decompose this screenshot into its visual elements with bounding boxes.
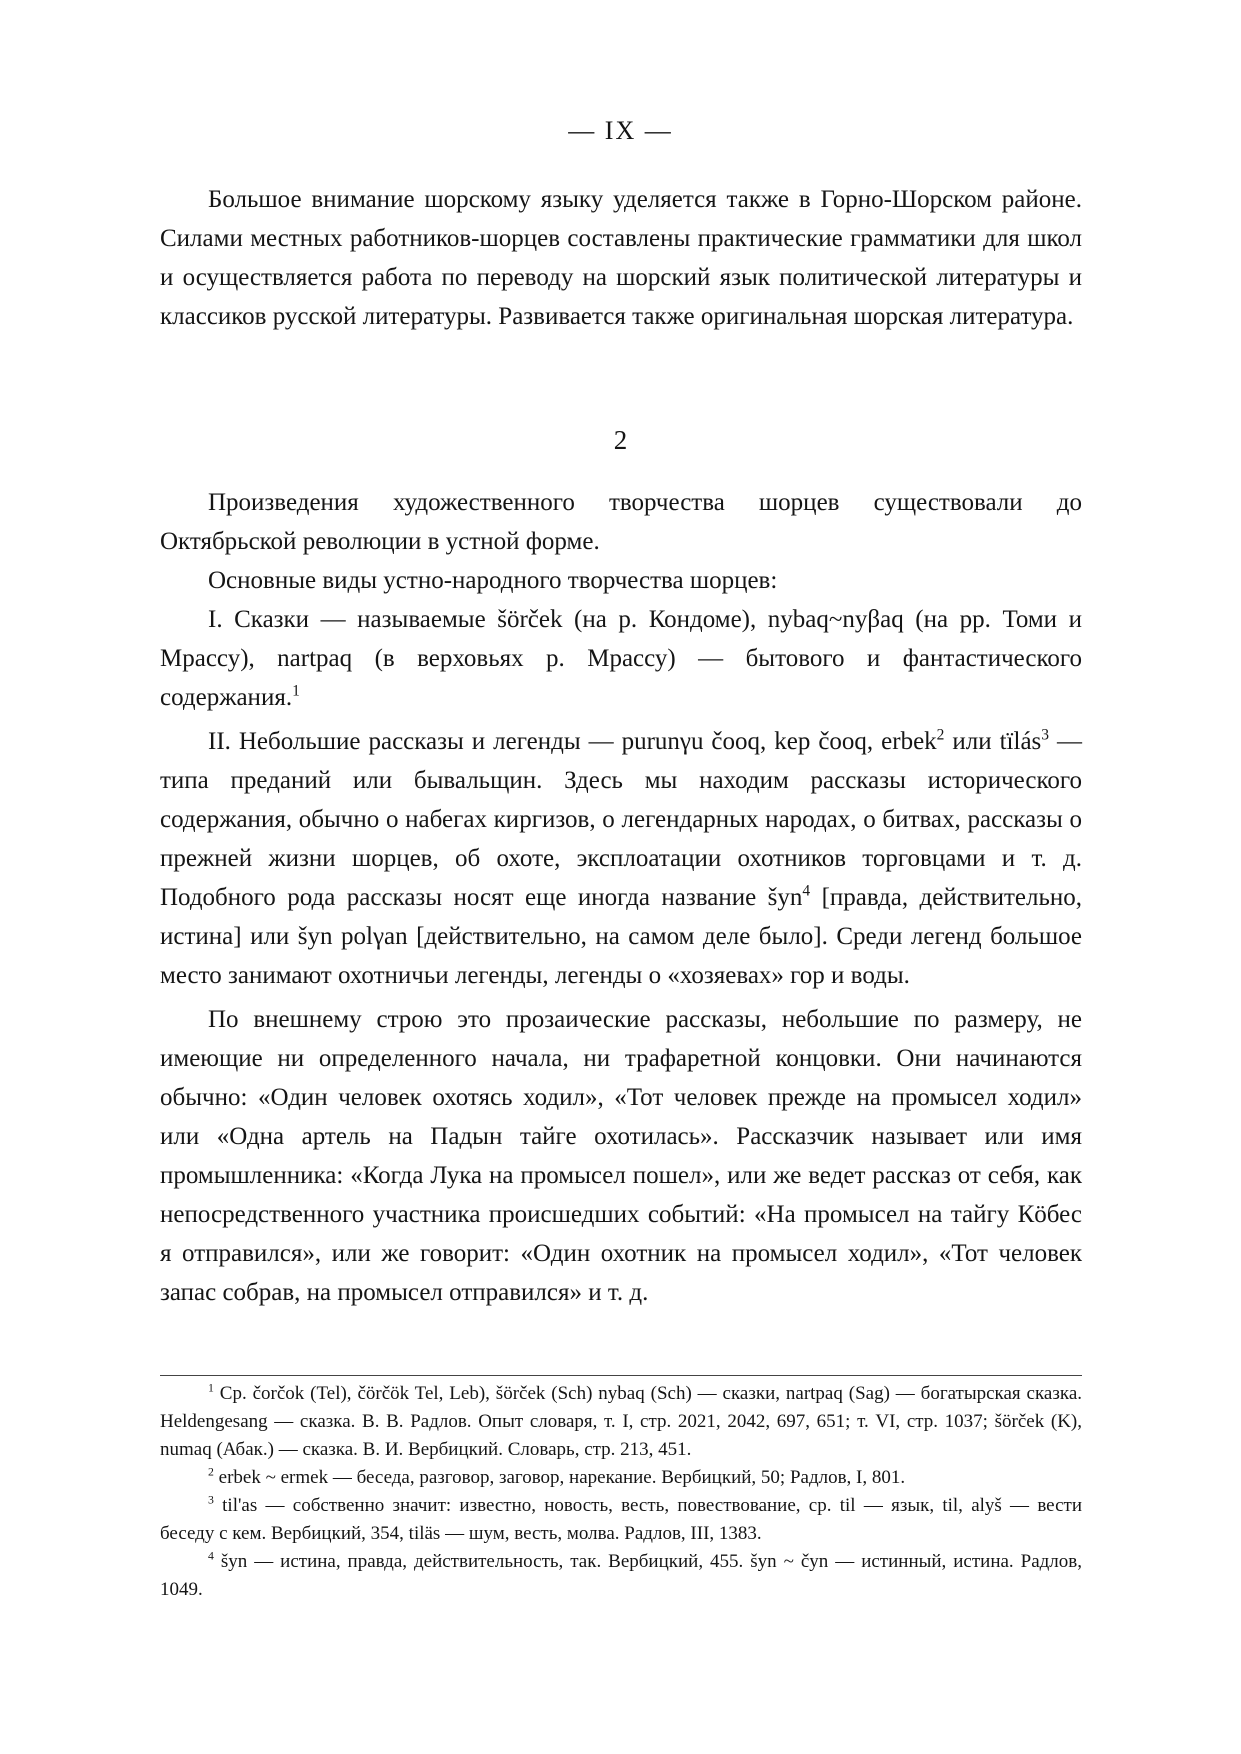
footnotes — [160, 1380, 1082, 1604]
section-body — [160, 483, 1082, 1312]
footnote-ref-4[interactable]: 4 — [802, 882, 811, 900]
page-number: — IX — — [568, 116, 673, 145]
footnote-mark: 2 — [208, 1465, 214, 1479]
item-tales-text: I. Сказки — называемые šörčеk (на р. Кондоме), nybaq~nyβaq (на рр. Томи и Мрассу), nartpaq (в верховьях р. Мрассу) — бытового и фантастического содержания. — [160, 606, 1082, 711]
footnote-text: erbek ~ ermek — беседа, разговор, заговор, нарекание. Вербицкий, 50; Радлов, I, 801. — [218, 1467, 906, 1488]
intro-paragraph: Большое внимание шорскому языку уделяется также в Горно-Шорском районе. Силами местных работников-шорцев составлены практические грамматики для школ и осуществляется работа по переводу на шорский язык политической литературы и классиков русской литературы. Развивается также оригинальная шорская литература. — [160, 186, 1082, 330]
item-tales — [160, 600, 1082, 717]
footnote-mark: 3 — [208, 1493, 214, 1507]
footnote-mark: 4 — [208, 1549, 214, 1563]
paragraph-oral-form: Произведения художественного творчества шорцев существовали до Октябрьской революции в устной форме. — [160, 489, 1082, 555]
footnote-3 — [160, 1492, 1082, 1548]
footnote-4 — [160, 1548, 1082, 1604]
footnote-divider — [160, 1375, 1082, 1376]
footnote-text: Ср. čorčok (Tel), čörčök Tel, Leb), šörčеk (Sch) nybaq (Sch) — сказки, nartpaq (Sag) — богатырская сказка. Heldengesang — сказка. В. В. Радлов. Опыт словаря, т. I, стр. 2021, 2042, 697, 651; т. VI, стр. 1037; šörčеk (K), numaq (Абак.) — сказка. В. И. Вербицкий. Словарь, стр. 213, 451. — [160, 1383, 1082, 1460]
paragraph-main-types: Основные виды устно-народного творчества шорцев: — [208, 567, 778, 594]
item-stories-legends — [160, 722, 1082, 995]
item-stories-part2: или tïlás — [944, 728, 1042, 755]
footnote-ref-3[interactable]: 3 — [1041, 726, 1050, 744]
footnote-ref-1[interactable]: 1 — [292, 682, 300, 700]
footnote-2 — [160, 1464, 1082, 1492]
footnote-1 — [160, 1380, 1082, 1464]
footnote-text: šyn — истина, правда, действительность, так. Вербицкий, 455. šyn ~ čyn — истинный, истина. Радлов, 1049. — [160, 1551, 1083, 1600]
footnote-ref-2[interactable]: 2 — [936, 726, 945, 744]
intro-block — [160, 180, 1082, 336]
item-stories-part4: [правда, действительно, истина] или šyn polγan [действительно, на самом деле было]. Среди легенд большое место занимают охотничьи легенды, легенды о «хозяевах» гор и воды. — [160, 884, 1082, 989]
footnote-mark: 1 — [208, 1381, 214, 1395]
section-number: 2 — [613, 425, 628, 455]
paragraph-structure: По внешнему строю это прозаические рассказы, небольшие по размеру, не имеющие ни определенного начала, ни трафаретной концовки. Они начинаются обычно: «Один человек охотясь ходил», «Тот человек прежде на промысел ходил» или «Одна артель на Падын тайге охотилась». Рассказчик называет или имя промышленника: «Когда Лука на промысел пошел», или же ведет рассказ от себя, как непосредственного участника происшедших событий: «На промысел на тайгу Кöбес я отправился», или же говорит: «Один охотник на промысел ходил», «Тот человек запас собрав, на промысел отправился» и т. д. — [160, 1006, 1082, 1306]
item-stories-part3: — типа преданий или бывальщин. Здесь мы находим рассказы исторического содержания, обычно о набегах киргизов, о легендарных народах, о битвах, рассказы о прежней жизни шорцев, об охоте, эксплоатации охотников торговцами и т. д. Подобного рода рассказы носят еще иногда название šyn — [160, 728, 1083, 911]
item-stories-part1: II. Небольшие рассказы и легенды — purunγu čooq, kep čooq, erbek — [208, 728, 937, 755]
footnote-text: til'as — собственно значит: известно, новость, весть, повествование, ср. til — язык, til, alyš — вести беседу с кем. Вербицкий, 354, tiläs — шум, весть, молва. Радлов, III, 1383. — [160, 1495, 1082, 1544]
